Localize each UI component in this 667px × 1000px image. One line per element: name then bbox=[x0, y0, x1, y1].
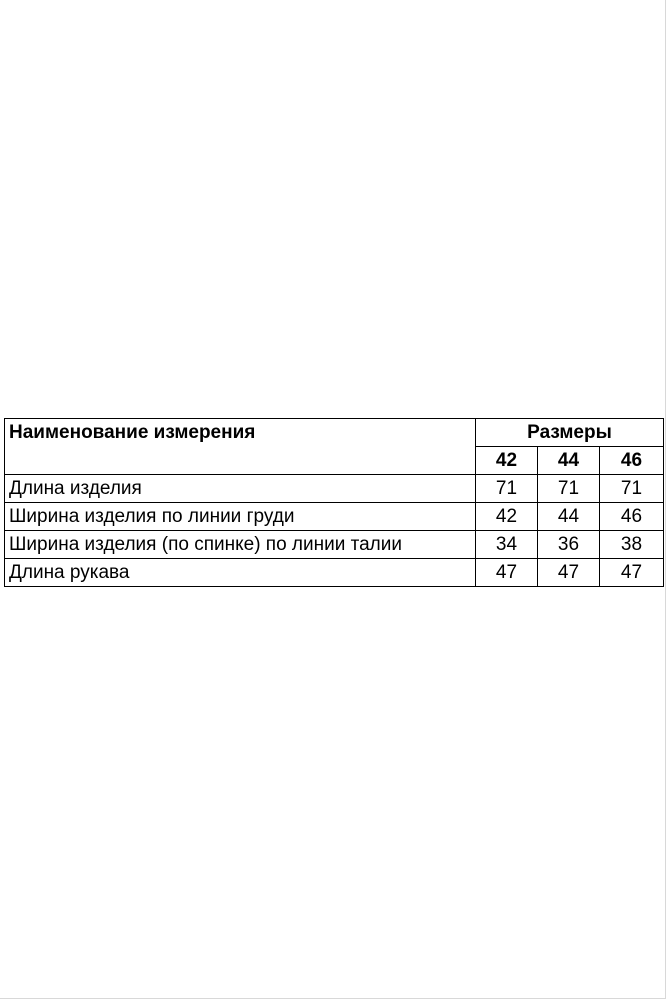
measurement-value: 42 bbox=[476, 503, 538, 531]
measurement-value: 47 bbox=[476, 559, 538, 587]
measurement-value: 71 bbox=[600, 475, 664, 503]
measurement-name: Длина рукава bbox=[5, 559, 476, 587]
measurement-name: Длина изделия bbox=[5, 475, 476, 503]
size-chart-table bbox=[4, 418, 664, 587]
table-header-row bbox=[5, 419, 664, 447]
size-column-header: 46 bbox=[600, 447, 664, 475]
measurement-value: 71 bbox=[538, 475, 600, 503]
measurement-value: 71 bbox=[476, 475, 538, 503]
measurement-value: 47 bbox=[538, 559, 600, 587]
measurement-value: 47 bbox=[600, 559, 664, 587]
measurement-name-header: Наименование измерения bbox=[5, 419, 476, 475]
table-row bbox=[5, 503, 664, 531]
measurement-name: Ширина изделия по линии груди bbox=[5, 503, 476, 531]
size-column-header: 42 bbox=[476, 447, 538, 475]
size-column-header: 44 bbox=[538, 447, 600, 475]
measurement-value: 36 bbox=[538, 531, 600, 559]
measurement-name: Ширина изделия (по спинке) по линии талии bbox=[5, 531, 476, 559]
table-row bbox=[5, 531, 664, 559]
measurement-value: 34 bbox=[476, 531, 538, 559]
table-row bbox=[5, 475, 664, 503]
measurement-value: 38 bbox=[600, 531, 664, 559]
measurement-value: 46 bbox=[600, 503, 664, 531]
sizes-header: Размеры bbox=[476, 419, 664, 447]
table-row bbox=[5, 559, 664, 587]
measurement-value: 44 bbox=[538, 503, 600, 531]
